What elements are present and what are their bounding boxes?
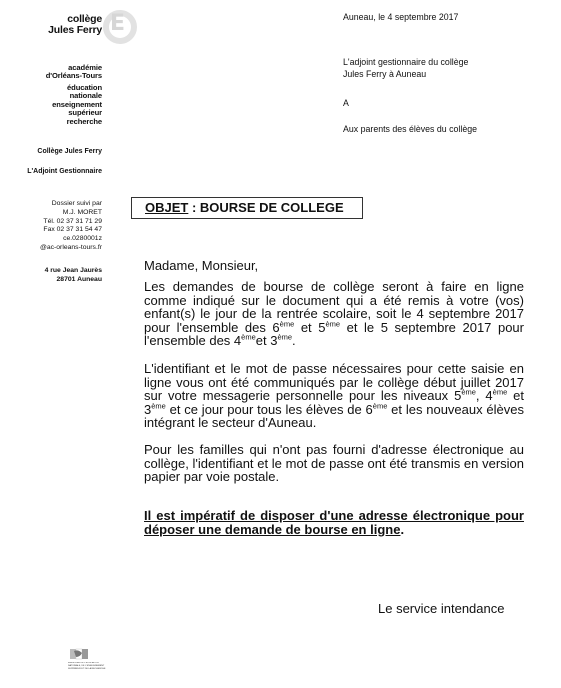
logo-e-icon: E <box>110 11 126 36</box>
subject-label: OBJET <box>145 200 189 215</box>
logo-line2: Jules Ferry <box>48 24 102 36</box>
contact-line: Fax 02 37 31 54 47 <box>43 226 102 234</box>
contact-line: M.J. MORET <box>62 208 102 216</box>
p2-text: et les nouveaux élèves intégrant le secteur d'Auneau. <box>144 401 524 431</box>
sender-school: Collège Jules Ferry <box>37 148 102 155</box>
paragraph-4 <box>144 509 524 536</box>
p2-sup: ème <box>492 387 508 397</box>
sender-contact <box>10 200 102 253</box>
paragraph-1 <box>144 280 524 348</box>
from-line2: Jules Ferry à Auneau <box>343 69 427 79</box>
p2-text: et ce jour pour tous les élèves de 6 <box>165 401 373 417</box>
address-line: 28701 Auneau <box>56 275 102 283</box>
p2-sup: ème <box>461 387 476 397</box>
marianne-logo <box>68 648 108 672</box>
p2-text: L'identifiant et le mot de passe nécessaires pour cette saisie en ligne vous ont été communiqués par le collège début juillet 2017 sur votre messagerie personnelle pour les niveaux 5 <box>144 361 524 404</box>
ministry-line: éducation <box>67 83 102 92</box>
contact-line: Dossier suivi par <box>51 200 102 207</box>
contact-line: Tél. 02 37 31 71 29 <box>43 217 102 225</box>
ministry-line: supérieur <box>68 108 102 118</box>
sender-role: L'Adjoint Gestionnaire <box>27 168 102 175</box>
p2-text: et 3 <box>144 388 524 417</box>
p1-sup: ème <box>279 319 295 329</box>
marianne-caption: MINISTÈRE DE L'ÉDUCATION NATIONALE, DE L'ENSEIGNEMENT SUPÉRIEUR ET DE LA RECHERCHE <box>68 662 106 670</box>
contact-line: @ac-orleans-tours.fr <box>39 243 102 251</box>
paragraph-3: Pour les familles qui n'ont pas fourni d'adresse électronique au collège, l'identifiant et le mot de passe ont été transmis en version papier par voie postale. <box>144 442 524 485</box>
p1-text: et 3 <box>255 333 278 349</box>
letter-date: Auneau, le 4 septembre 2017 <box>343 12 459 22</box>
academy-line2: d'Orléans-Tours <box>45 71 102 81</box>
p1-text: et le 5 septembre 2017 pour l'ensemble des 4 <box>144 319 524 349</box>
p2-text: , 4 <box>475 388 493 404</box>
school-logo <box>38 14 102 36</box>
p1-sup: ème <box>325 319 341 329</box>
subject-text: : BOURSE DE COLLEGE <box>188 200 344 215</box>
signature: Le service intendance <box>378 601 505 616</box>
subject <box>145 200 344 215</box>
important-notice: Il est impératif de disposer d'une adresse électronique pour déposer une demande de bourse en ligne <box>144 508 524 537</box>
salutation: Madame, Monsieur, <box>144 258 259 273</box>
contact-line: ce.0280001z <box>63 235 102 243</box>
recipient: Aux parents des élèves du collège <box>343 124 477 134</box>
logo-line1: collège <box>67 13 102 25</box>
p1-text: et 5 <box>294 319 326 335</box>
ministry-line: enseignement <box>52 99 102 109</box>
to-word: A <box>343 98 349 108</box>
sender-address <box>10 267 102 285</box>
academy-label <box>20 64 102 81</box>
p1-sup: ème <box>241 333 256 343</box>
p1-text: Les demandes de bourse de collège seront à faire en ligne comme indiqué sur le document qui a été remis à votre (vos) enfant(s) le jour de la rentrée scolaire, soit le 4 septembre 2017 pour l'ensemble des 6 <box>144 279 524 335</box>
important-notice-end: . <box>400 521 405 537</box>
paragraph-2 <box>144 362 524 430</box>
address-line: 4 rue Jean Jaurès <box>44 267 102 274</box>
from-line1: L'adjoint gestionnaire du collège <box>343 57 469 67</box>
p1-sup: ème <box>277 333 293 343</box>
academy-line1: académie <box>68 63 102 72</box>
p2-sup: ème <box>372 401 388 411</box>
p2-sup: ème <box>151 401 166 411</box>
ministry-line: recherche <box>66 116 102 126</box>
ministry-label <box>20 84 102 126</box>
p1-text: . <box>292 333 296 349</box>
ministry-line: nationale <box>69 91 102 101</box>
